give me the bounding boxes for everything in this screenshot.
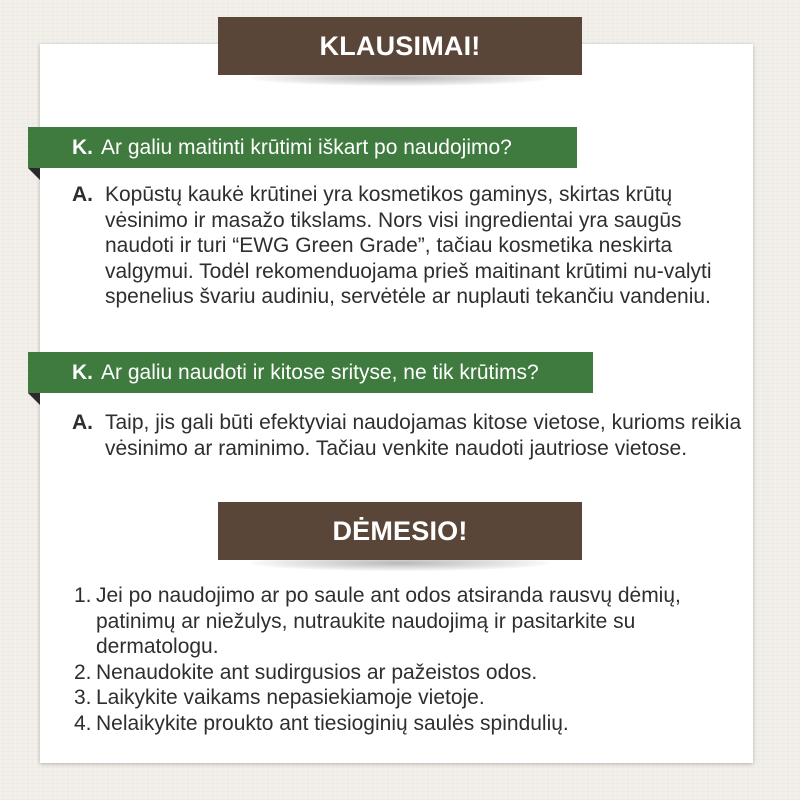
warning-text: Laikykite vaikams nepasiekiamoje vietoje. <box>96 686 485 709</box>
question-text: Ar galiu naudoti ir kitose srityse, ne tik krūtims? <box>101 360 539 384</box>
question-prefix: K. <box>72 360 93 384</box>
attention-banner <box>218 502 582 560</box>
questions-banner <box>218 17 582 75</box>
answer-text <box>105 182 745 310</box>
warning-number: 2. <box>74 660 92 684</box>
warning-text: Nelaikykite proukto ant tiesioginių saulės spindulių. <box>96 711 569 735</box>
question-ribbon-1 <box>28 127 577 168</box>
question-text: Ar galiu maitinti krūtimi iškart po naudojimo? <box>101 135 512 159</box>
answer-1 <box>72 182 752 310</box>
warning-text: Jei po naudojimo ar po saule ant odos atsiranda rausvų dėmių, patinimų ar niežulys, nutraukite naudojimą ir pasitarkite su dermatologu. <box>96 584 681 658</box>
answer-text <box>105 410 745 461</box>
warning-item <box>74 685 754 711</box>
answer-prefix: A. <box>72 411 93 434</box>
answer-text-line: Taip, jis gali būti efektyviai naudojamas kitose vietose, kurioms reikia vėsinimo ar raminimo. Tačiau venkite naudoti jautriose vietose. <box>105 411 742 460</box>
answer-text-line: Kopūstų kaukė krūtinei yra kosmetikos gaminys, skirtas krūtų vėsinimo ir masažo tikslams. Nors visi ingredientai yra saugūs naudoti ir turi “EWG Green Grade”, tačiau kosmetika neskirta valgymui. Todėl rekomenduojama prieš maitinant krūtimi nu-valyti spenelius švariu audiniu, servėtėle ar nuplauti tekančiu vandeniu. <box>105 183 712 308</box>
warning-number: 4. <box>74 711 92 735</box>
attention-banner-title: DĖMESIO! <box>332 515 468 546</box>
warning-text: Nenaudokite ant sudirgusios ar pažeistos odos. <box>96 660 538 684</box>
warning-item <box>74 583 754 660</box>
warning-item <box>74 711 754 737</box>
question-prefix: K. <box>72 135 93 159</box>
warning-number: 3. <box>74 686 92 709</box>
ribbon-fold <box>28 168 40 180</box>
questions-banner-title: KLAUSIMAI! <box>319 30 481 61</box>
warning-number: 1. <box>74 584 92 607</box>
answer-2 <box>72 410 752 461</box>
warning-item <box>74 660 754 686</box>
question-ribbon-2 <box>28 352 593 393</box>
answer-prefix: A. <box>72 183 93 206</box>
ribbon-fold <box>28 393 40 405</box>
warnings-list <box>74 583 754 736</box>
